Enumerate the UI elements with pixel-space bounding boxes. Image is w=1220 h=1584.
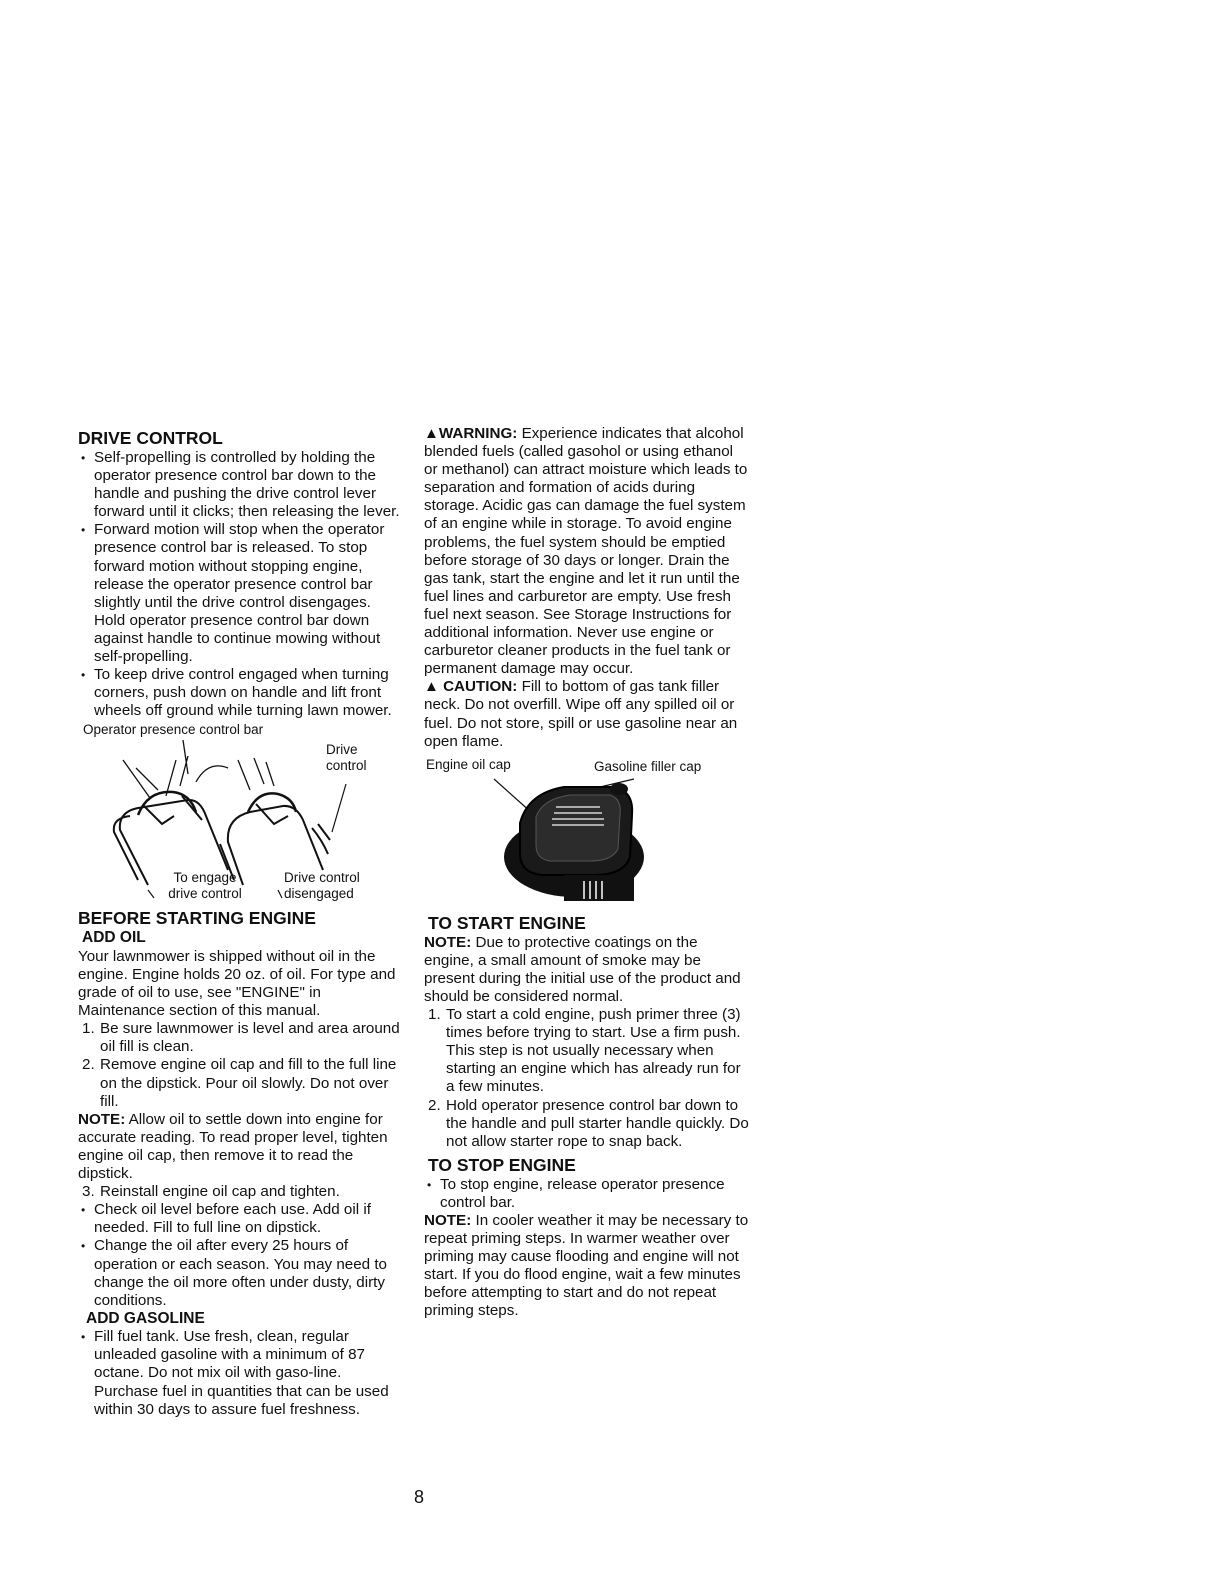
note-text: Allow oil to settle down into engine for accurate reading. To read proper level, tighten engine oil cap, then remove it to read the dipstick.: [78, 1110, 388, 1183]
caution-triangle-icon: ▲: [424, 678, 439, 696]
drive-control-heading: DRIVE CONTROL: [78, 428, 223, 448]
warning-text: Experience indicates that alcohol blended fuels (called gasohol or using ethanol or methanol) can attract moisture which leads to separation and formation of acids during storage. Acidic gas can damage the fuel system of an engine while in storage. To avoid engine problems, the fuel system should be emptied before storage of 30 days or longer. Drain the gas tank, start the engine and let it run until the fuel lines and carburetor are empty. Use fresh fuel next season. See Storage Instructions for additional information. Never use engine or carburetor cleaner products in the fuel tank or permanent damage may occur.: [424, 425, 748, 678]
add-oil-heading: ADD OIL: [82, 929, 146, 947]
caution-label-text: CAUTION:: [443, 678, 518, 696]
note-text: Due to protective coatings on the engine, a small amount of smoke may be present during the initial use of the product and should be considered normal.: [424, 933, 741, 1005]
start-steps: [424, 1006, 750, 1151]
warning-label-text: WARNING:: [438, 425, 518, 442]
oil-note: [78, 1111, 406, 1183]
add-oil-steps: [78, 1020, 406, 1110]
step-number: 2.: [428, 1096, 441, 1114]
label-drive-control: Drive control: [326, 742, 367, 774]
note-text: In cooler weather it may be necessary to repeat priming steps. In warmer weather over priming may cause flooding and engine will not start. If you do flood engine, wait a few minutes before attempting to start and do not repeat priming steps.: [424, 1212, 749, 1320]
label-operator-presence-bar: Operator presence control bar: [83, 722, 264, 738]
warning-paragraph: [424, 425, 750, 678]
step-text: Reinstall engine oil cap and tighten.: [100, 1183, 340, 1201]
step-text: Hold operator presence control bar down to the handle and pull starter handle quickly. Do not allow starter rope to snap back.: [446, 1096, 749, 1150]
start-note: [424, 934, 750, 1006]
list-item: • Self-propelling is controlled by holding the operator presence control bar down to the handle and pushing the drive control lever forward until it clicks; then releasing the lever.: [78, 449, 406, 521]
stop-bullets: [424, 1176, 750, 1212]
list-item: • Check oil level before each use. Add oil if needed. Fill to full line on dipstick.: [78, 1201, 406, 1237]
warning-triangle-icon: ▲: [424, 425, 439, 442]
add-oil-step-3: [78, 1183, 406, 1201]
right-column: [424, 425, 750, 1321]
caution-label: [424, 678, 517, 695]
engine-figure: [424, 757, 750, 907]
drive-control-figure: [78, 720, 388, 904]
step-number: 1.: [82, 1020, 95, 1038]
note-label: NOTE:: [424, 1212, 472, 1229]
label-drive-disengaged: Drive control disengaged: [284, 870, 360, 902]
list-item: [424, 1006, 750, 1096]
list-item: [78, 1020, 406, 1056]
before-starting-heading: BEFORE STARTING ENGINE: [78, 908, 316, 929]
note-label: NOTE:: [424, 933, 472, 951]
stop-note: [424, 1212, 750, 1321]
gasoline-bullets: [78, 1328, 406, 1418]
label-gasoline-filler-cap: Gasoline filler cap: [594, 758, 702, 774]
list-item: • Change the oil after every 25 hours of operation or each season. You may need to change the oil more often under dusty, dirty conditions.: [78, 1237, 406, 1309]
list-item: • To stop engine, release operator presence control bar.: [424, 1176, 750, 1212]
list-item: • Fill fuel tank. Use fresh, clean, regular unleaded gasoline with a minimum of 87 octane. Do not mix oil with gaso-line. Purchase fuel in quantities that can be used within 30 days to assure fuel freshness.: [78, 1328, 406, 1418]
label-to-engage: To engage drive control: [168, 870, 242, 902]
oil-bullets: [78, 1201, 406, 1310]
to-stop-engine-heading: TO STOP ENGINE: [428, 1154, 576, 1175]
step-text: Be sure lawnmower is level and area around oil fill is clean.: [100, 1020, 400, 1056]
to-start-engine-heading: TO START ENGINE: [428, 912, 586, 933]
step-number: 2.: [82, 1056, 95, 1074]
page-number: 8: [414, 1487, 425, 1507]
list-item: [424, 1097, 750, 1151]
warning-label: [424, 425, 517, 442]
engine-illustration: [424, 757, 750, 907]
label-engine-oil-cap: Engine oil cap: [426, 756, 511, 772]
add-oil-paragraph: Your lawnmower is shipped without oil in the engine. Engine holds 20 oz. of oil. For type and grade of oil to use, see "ENGINE" in Maintenance section of this manual.: [78, 947, 396, 1020]
list-item: • Forward motion will stop when the operator presence control bar is released. To stop forward motion without stopping engine, release the operator presence control bar slightly until the drive control disengages. Hold operator presence control bar down against handle to continue mowing without self-propelling.: [78, 521, 406, 666]
step-number: 1.: [428, 1006, 441, 1024]
caution-text: Fill to bottom of gas tank filler neck. Do not overfill. Wipe off any spilled oil or fuel. Do not store, spill or use gasoline near an open flame.: [424, 678, 738, 750]
step-text: Remove engine oil cap and fill to the full line on the dipstick. Pour oil slowly. Do not over fill.: [100, 1056, 397, 1110]
left-column: [78, 428, 406, 1419]
caution-paragraph: [424, 678, 750, 750]
list-item: [78, 1183, 406, 1201]
note-label: NOTE:: [78, 1110, 126, 1128]
step-text: To start a cold engine, push primer three (3) times before trying to start. Use a firm push. This step is not usually necessary when starting an engine which has already run for a few minutes.: [446, 1006, 741, 1096]
step-number: 3.: [82, 1183, 95, 1201]
list-item: • To keep drive control engaged when turning corners, push down on handle and lift front wheels off ground while turning lawn mower.: [78, 666, 406, 720]
drive-control-list: [78, 449, 406, 720]
list-item: [78, 1056, 406, 1110]
add-gasoline-heading: ADD GASOLINE: [86, 1309, 205, 1327]
